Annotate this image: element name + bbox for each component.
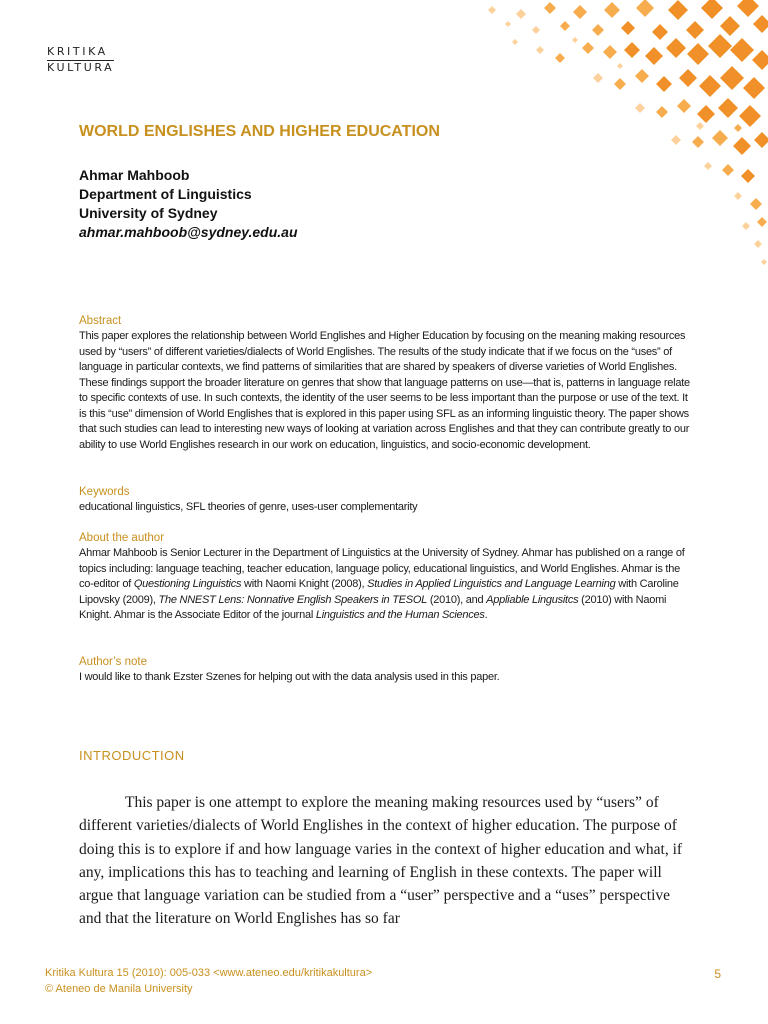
decorative-diamond <box>604 2 620 18</box>
decorative-diamond <box>692 136 704 148</box>
decorative-diamond <box>536 46 544 54</box>
decorative-diamond <box>734 192 742 200</box>
decorative-diamond <box>761 259 767 265</box>
keywords-text: educational linguistics, SFL theories of genre, uses-user complementarity <box>79 501 418 513</box>
footer-citation-block <box>45 965 372 997</box>
decorative-diamond <box>656 106 668 118</box>
decorative-diamond <box>737 0 759 17</box>
decorative-diamond <box>743 77 765 99</box>
decorative-diamond <box>718 98 738 118</box>
decorative-diamond <box>697 105 715 123</box>
decorative-diamond <box>704 162 712 170</box>
decorative-diamond <box>720 16 740 36</box>
decorative-diamond <box>753 15 768 33</box>
decorative-diamond <box>532 26 540 34</box>
decorative-diamond <box>582 42 594 54</box>
journal-logo <box>47 45 114 75</box>
decorative-diamond <box>699 75 721 97</box>
decorative-diamond <box>603 45 617 59</box>
decorative-diamond <box>516 9 526 19</box>
about-author-heading: About the author <box>79 532 165 544</box>
decorative-diamond <box>730 38 754 62</box>
decorative-diamond <box>712 130 728 146</box>
decorative-diamond <box>635 69 649 83</box>
decorative-diamond <box>666 38 686 58</box>
decorative-diamond <box>592 24 604 36</box>
introduction-heading: INTRODUCTION <box>79 748 185 763</box>
decorative-diamond <box>734 124 742 132</box>
keywords-heading: Keywords <box>79 486 130 498</box>
decorative-diamond <box>572 37 578 43</box>
decorative-diamond <box>696 122 704 130</box>
decorative-diamond <box>645 47 663 65</box>
decorative-diamond <box>742 222 750 230</box>
article-title: WORLD ENGLISHES AND HIGHER EDUCATION <box>79 123 440 140</box>
decorative-diamond <box>656 76 672 92</box>
decorative-diamond <box>671 135 681 145</box>
logo-line-2: KULTURA <box>47 61 115 74</box>
keywords-section <box>79 485 691 516</box>
author-name: Ahmar Mahboob <box>79 167 190 183</box>
decorative-diamond <box>555 53 565 63</box>
page-number: 5 <box>714 967 721 981</box>
authors-note-heading: Author’s note <box>79 656 147 668</box>
decorative-diamond <box>621 21 635 35</box>
decorative-diamond <box>573 5 587 19</box>
decorative-diamond <box>635 103 645 113</box>
decorative-diamond <box>752 50 768 70</box>
decorative-diamond <box>722 164 734 176</box>
decorative-diamond <box>750 198 762 210</box>
decorative-diamond <box>739 105 761 127</box>
decorative-diamond <box>652 24 668 40</box>
decorative-diamond <box>488 6 496 14</box>
decorative-diamond <box>512 39 518 45</box>
decorative-diamond <box>757 217 767 227</box>
author-email[interactable]: ahmar.mahboob@sydney.edu.au <box>79 224 298 240</box>
decorative-diamond <box>720 66 744 90</box>
decorative-diamond <box>617 63 623 69</box>
decorative-diamond <box>668 0 688 20</box>
decorative-diamond <box>544 2 556 14</box>
decorative-diamond <box>754 132 768 148</box>
about-author-section <box>79 531 691 624</box>
decorative-diamond <box>614 78 626 90</box>
logo-line-1: KRITIKA <box>47 45 114 61</box>
decorative-diamond <box>677 99 691 113</box>
footer-copyright: © Ateneo de Manila University <box>45 983 193 995</box>
decorative-diamond <box>754 240 762 248</box>
decorative-diamond <box>701 0 723 19</box>
decorative-diamond <box>679 69 697 87</box>
decorative-diamond <box>708 34 732 58</box>
decorative-diamond <box>560 21 570 31</box>
decorative-diamond <box>741 169 755 183</box>
abstract-text: This paper explores the relationship between World Englishes and Higher Education by focusing on the meaning making resources used by “users” of different varieties/dialects of World Englishes. The results of the study indicate that if we focus on the “uses” of language in particular contexts, we find patterns of similarities that are shared by speakers of diverse varieties of World Englishes. These findings support the broader literature on genres that show that language patterns on use—that is, patterns in language relate to specific contexts of use. In such contexts, the identity of the user seems to be less important than the purpose or use of the text. It is this “use” dimension of World Englishes that is explored in this paper using SFL as an informing linguistic theory. The paper shows that such studies can lead to interesting new ways of looking at variation across Englishes and that they can contribute greatly to our ability to use World Englishes research in our work on education, linguistics, and socio-economic development. <box>79 330 690 451</box>
footer-citation: Kritika Kultura 15 (2010): 005-033 <www.ateneo.edu/kritikakultura> <box>45 967 373 979</box>
decorative-diamond <box>733 137 751 155</box>
author-department: Department of Linguistics <box>79 186 252 202</box>
decorative-diamond <box>505 21 511 27</box>
decorative-diamond <box>593 73 603 83</box>
abstract-section <box>79 314 691 453</box>
authors-note-section <box>79 655 691 686</box>
abstract-heading: Abstract <box>79 315 122 327</box>
decorative-diamond <box>624 42 640 58</box>
decorative-diamond <box>686 21 704 39</box>
introduction-paragraph: This paper is one attempt to explore the meaning making resources used by “users” of different varieties/dialects of World Englishes in the context of higher education. The purpose of doing this is to explore if and how language varies in the context of higher education and what, if any, implications this has to teaching and learning of English in these contexts. The paper will argue that language variation can be studied from a “user” perspective and a “uses” perspective and that the literature on World Englishes has so far <box>79 794 683 928</box>
decorative-diamond <box>636 0 654 17</box>
author-block <box>79 166 298 242</box>
author-university: University of Sydney <box>79 205 218 221</box>
about-author-text: Ahmar Mahboob is Senior Lecturer in the Department of Linguistics at the University of Sydney. Ahmar has published on a range of topics including: language teaching, teacher education, language policy, educational linguistics, and World Englishes. Ahmar is the co-editor of Questioning Linguistics with Naomi Knight (2008), Studies in Applied Linguistics and Language Learning with Caroline Lipovsky (2009), The NNEST Lens: Nonnative English Speakers in TESOL (2010), and Appliable Lingusitcs (2010) with Naomi Knight. Ahmar is the Associate Editor of the journal Linguistics and the Human Sciences. <box>79 547 685 621</box>
authors-note-text: I would like to thank Ezster Szenes for helping out with the data analysis used in this paper. <box>79 671 500 683</box>
decorative-diamond <box>687 43 709 65</box>
